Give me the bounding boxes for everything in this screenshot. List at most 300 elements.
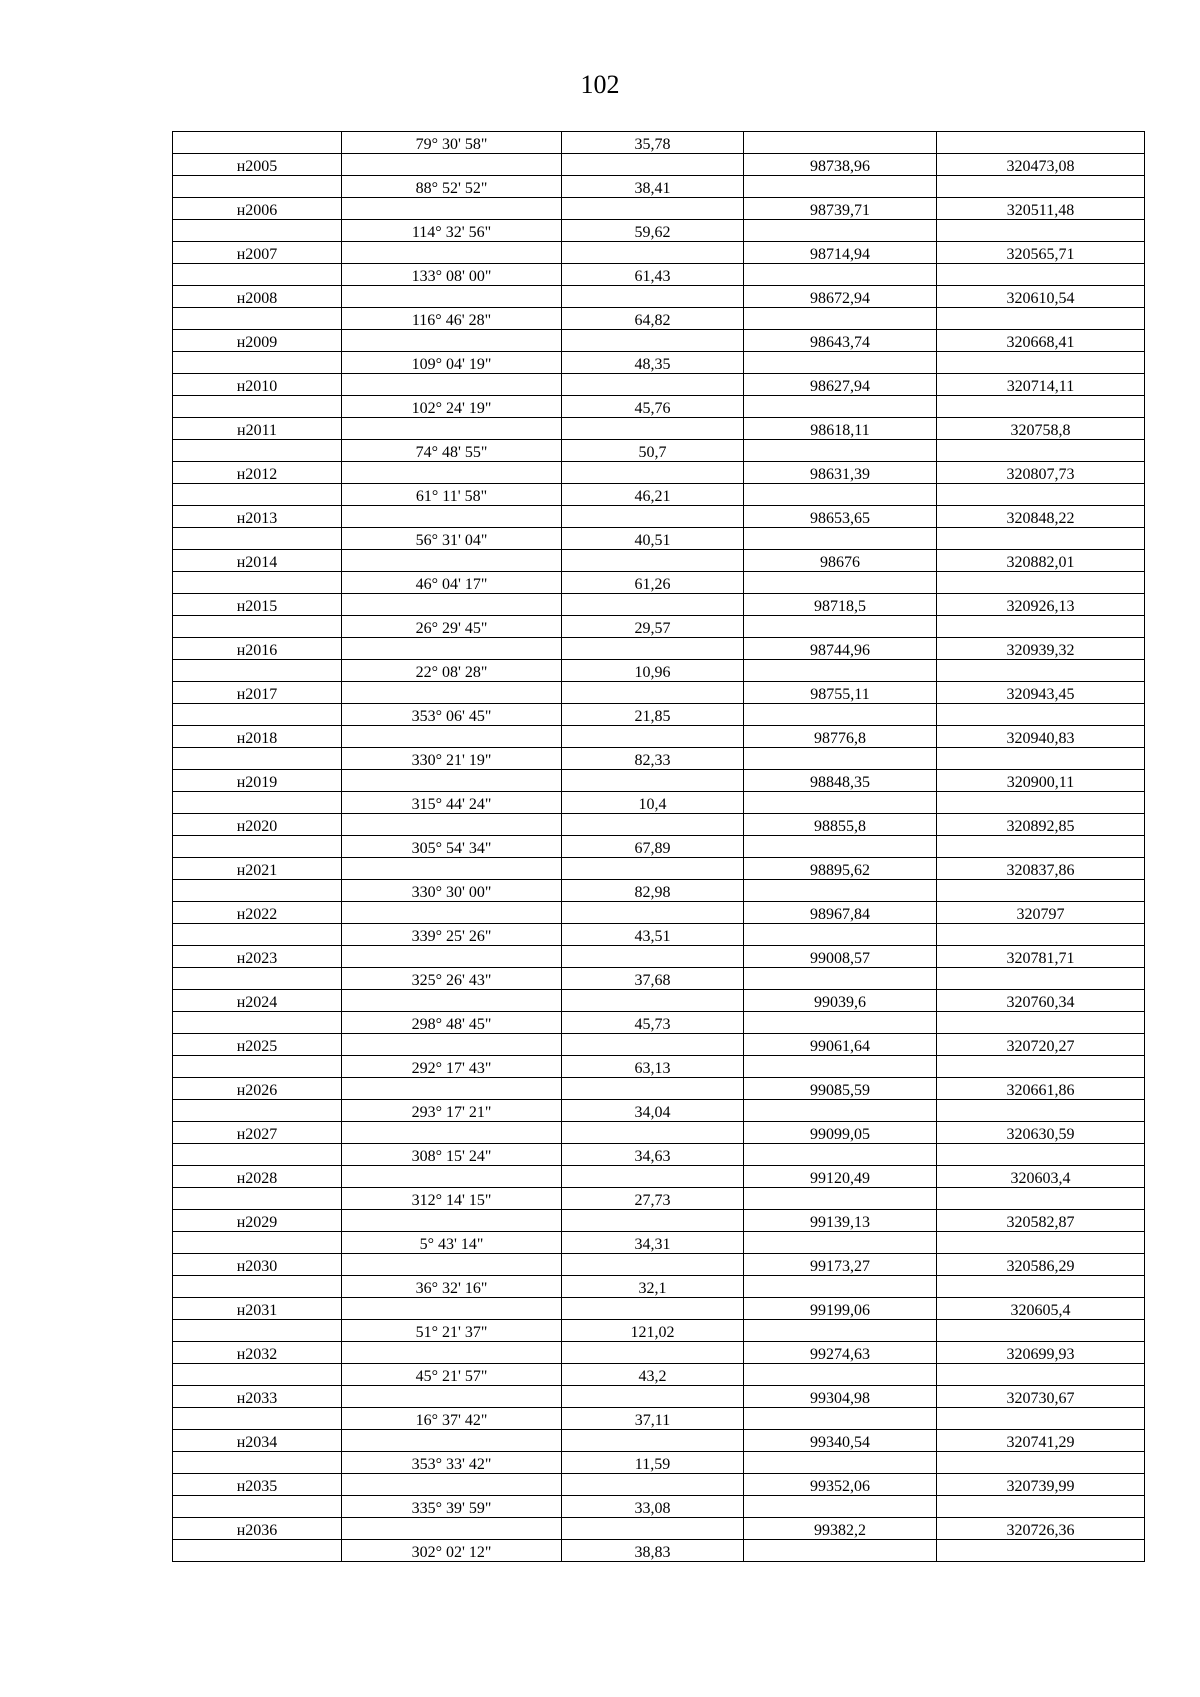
point-name-cell (173, 352, 342, 374)
direction-angle-cell (342, 1254, 562, 1276)
y-coordinate-cell (937, 1364, 1145, 1386)
y-coordinate-cell: 320699,93 (937, 1342, 1145, 1364)
x-coordinate-cell (744, 836, 937, 858)
distance-cell (562, 198, 744, 220)
distance-cell (562, 1210, 744, 1232)
direction-angle-cell: 116° 46' 28" (342, 308, 562, 330)
y-coordinate-cell: 320586,29 (937, 1254, 1145, 1276)
y-coordinate-cell: 320797 (937, 902, 1145, 924)
y-coordinate-cell: 320610,54 (937, 286, 1145, 308)
point-name-cell (173, 176, 342, 198)
point-name-cell (173, 440, 342, 462)
y-coordinate-cell (937, 1056, 1145, 1078)
table-row (173, 1518, 1145, 1540)
direction-angle-cell (342, 726, 562, 748)
point-name-cell (173, 616, 342, 638)
y-coordinate-cell (937, 616, 1145, 638)
table-row (173, 946, 1145, 968)
direction-angle-cell: 74° 48' 55" (342, 440, 562, 462)
point-name-cell (173, 924, 342, 946)
distance-cell: 64,82 (562, 308, 744, 330)
distance-cell (562, 1254, 744, 1276)
direction-angle-cell (342, 682, 562, 704)
point-name-cell (173, 1232, 342, 1254)
x-coordinate-cell: 98618,11 (744, 418, 937, 440)
direction-angle-cell (342, 374, 562, 396)
x-coordinate-cell: 98755,11 (744, 682, 937, 704)
table-row (173, 858, 1145, 880)
direction-angle-cell: 102° 24' 19" (342, 396, 562, 418)
table-row (173, 198, 1145, 220)
distance-cell: 21,85 (562, 704, 744, 726)
point-name-cell: н2024 (173, 990, 342, 1012)
y-coordinate-cell (937, 1452, 1145, 1474)
direction-angle-cell (342, 418, 562, 440)
x-coordinate-cell: 99139,13 (744, 1210, 937, 1232)
table-row (173, 836, 1145, 858)
point-name-cell: н2034 (173, 1430, 342, 1452)
coordinates-table-body (173, 132, 1145, 1562)
table-row (173, 1320, 1145, 1342)
y-coordinate-cell: 320892,85 (937, 814, 1145, 836)
point-name-cell: н2016 (173, 638, 342, 660)
direction-angle-cell: 330° 21' 19" (342, 748, 562, 770)
table-row (173, 1276, 1145, 1298)
x-coordinate-cell (744, 880, 937, 902)
point-name-cell: н2036 (173, 1518, 342, 1540)
direction-angle-cell: 330° 30' 00" (342, 880, 562, 902)
point-name-cell: н2021 (173, 858, 342, 880)
distance-cell: 37,11 (562, 1408, 744, 1430)
direction-angle-cell: 339° 25' 26" (342, 924, 562, 946)
point-name-cell (173, 1452, 342, 1474)
distance-cell (562, 682, 744, 704)
y-coordinate-cell: 320630,59 (937, 1122, 1145, 1144)
direction-angle-cell (342, 990, 562, 1012)
table-row (173, 1122, 1145, 1144)
y-coordinate-cell (937, 1188, 1145, 1210)
x-coordinate-cell: 99352,06 (744, 1474, 937, 1496)
x-coordinate-cell (744, 660, 937, 682)
direction-angle-cell: 353° 06' 45" (342, 704, 562, 726)
distance-cell: 67,89 (562, 836, 744, 858)
point-name-cell (173, 1144, 342, 1166)
y-coordinate-cell: 320939,32 (937, 638, 1145, 660)
table-row (173, 1430, 1145, 1452)
table-row (173, 814, 1145, 836)
table-row (173, 374, 1145, 396)
table-row (173, 1100, 1145, 1122)
y-coordinate-cell: 320807,73 (937, 462, 1145, 484)
y-coordinate-cell: 320511,48 (937, 198, 1145, 220)
x-coordinate-cell: 99340,54 (744, 1430, 937, 1452)
y-coordinate-cell: 320741,29 (937, 1430, 1145, 1452)
table-row (173, 1342, 1145, 1364)
y-coordinate-cell (937, 1408, 1145, 1430)
x-coordinate-cell (744, 484, 937, 506)
distance-cell (562, 1166, 744, 1188)
coordinates-table (172, 131, 1145, 1562)
distance-cell (562, 418, 744, 440)
y-coordinate-cell (937, 1540, 1145, 1562)
point-name-cell (173, 484, 342, 506)
direction-angle-cell: 298° 48' 45" (342, 1012, 562, 1034)
direction-angle-cell (342, 462, 562, 484)
point-name-cell (173, 1364, 342, 1386)
y-coordinate-cell: 320943,45 (937, 682, 1145, 704)
direction-angle-cell (342, 1034, 562, 1056)
y-coordinate-cell (937, 352, 1145, 374)
direction-angle-cell (342, 1342, 562, 1364)
distance-cell: 50,7 (562, 440, 744, 462)
y-coordinate-cell: 320882,01 (937, 550, 1145, 572)
direction-angle-cell (342, 1430, 562, 1452)
table-row (173, 1254, 1145, 1276)
y-coordinate-cell: 320900,11 (937, 770, 1145, 792)
point-name-cell (173, 660, 342, 682)
y-coordinate-cell (937, 968, 1145, 990)
x-coordinate-cell: 98848,35 (744, 770, 937, 792)
direction-angle-cell (342, 1474, 562, 1496)
y-coordinate-cell: 320603,4 (937, 1166, 1145, 1188)
point-name-cell: н2015 (173, 594, 342, 616)
distance-cell (562, 990, 744, 1012)
direction-angle-cell (342, 1386, 562, 1408)
point-name-cell: н2030 (173, 1254, 342, 1276)
y-coordinate-cell (937, 748, 1145, 770)
x-coordinate-cell (744, 1188, 937, 1210)
table-row (173, 1540, 1145, 1562)
y-coordinate-cell (937, 1496, 1145, 1518)
point-name-cell (173, 572, 342, 594)
distance-cell (562, 1078, 744, 1100)
y-coordinate-cell: 320760,34 (937, 990, 1145, 1012)
x-coordinate-cell: 99008,57 (744, 946, 937, 968)
table-row (173, 330, 1145, 352)
table-row (173, 154, 1145, 176)
distance-cell (562, 1034, 744, 1056)
table-row (173, 1210, 1145, 1232)
point-name-cell: н2008 (173, 286, 342, 308)
direction-angle-cell: 79° 30' 58" (342, 132, 562, 154)
y-coordinate-cell: 320714,11 (937, 374, 1145, 396)
direction-angle-cell (342, 1122, 562, 1144)
x-coordinate-cell: 99173,27 (744, 1254, 937, 1276)
y-coordinate-cell (937, 1232, 1145, 1254)
table-row (173, 902, 1145, 924)
x-coordinate-cell: 99039,6 (744, 990, 937, 1012)
y-coordinate-cell: 320661,86 (937, 1078, 1145, 1100)
point-name-cell: н2028 (173, 1166, 342, 1188)
distance-cell: 59,62 (562, 220, 744, 242)
y-coordinate-cell (937, 836, 1145, 858)
direction-angle-cell: 61° 11' 58" (342, 484, 562, 506)
direction-angle-cell: 114° 32' 56" (342, 220, 562, 242)
x-coordinate-cell (744, 1056, 937, 1078)
direction-angle-cell (342, 198, 562, 220)
direction-angle-cell (342, 946, 562, 968)
y-coordinate-cell (937, 308, 1145, 330)
x-coordinate-cell: 99099,05 (744, 1122, 937, 1144)
y-coordinate-cell: 320668,41 (937, 330, 1145, 352)
table-row (173, 1078, 1145, 1100)
table-row (173, 1408, 1145, 1430)
table-row (173, 1144, 1145, 1166)
y-coordinate-cell: 320837,86 (937, 858, 1145, 880)
direction-angle-cell (342, 770, 562, 792)
direction-angle-cell: 36° 32' 16" (342, 1276, 562, 1298)
y-coordinate-cell (937, 132, 1145, 154)
y-coordinate-cell (937, 396, 1145, 418)
x-coordinate-cell (744, 572, 937, 594)
point-name-cell: н2023 (173, 946, 342, 968)
x-coordinate-cell (744, 132, 937, 154)
x-coordinate-cell: 98653,65 (744, 506, 937, 528)
distance-cell (562, 374, 744, 396)
table-row (173, 704, 1145, 726)
table-row (173, 550, 1145, 572)
point-name-cell (173, 748, 342, 770)
x-coordinate-cell (744, 528, 937, 550)
distance-cell: 43,51 (562, 924, 744, 946)
table-row (173, 572, 1145, 594)
distance-cell: 37,68 (562, 968, 744, 990)
x-coordinate-cell: 98739,71 (744, 198, 937, 220)
distance-cell: 61,43 (562, 264, 744, 286)
y-coordinate-cell (937, 176, 1145, 198)
direction-angle-cell: 312° 14' 15" (342, 1188, 562, 1210)
x-coordinate-cell (744, 440, 937, 462)
x-coordinate-cell: 98967,84 (744, 902, 937, 924)
distance-cell: 40,51 (562, 528, 744, 550)
point-name-cell: н2020 (173, 814, 342, 836)
direction-angle-cell: 335° 39' 59" (342, 1496, 562, 1518)
x-coordinate-cell (744, 1496, 937, 1518)
table-row (173, 440, 1145, 462)
direction-angle-cell (342, 506, 562, 528)
distance-cell: 46,21 (562, 484, 744, 506)
distance-cell (562, 594, 744, 616)
x-coordinate-cell (744, 968, 937, 990)
table-row (173, 308, 1145, 330)
distance-cell: 82,33 (562, 748, 744, 770)
distance-cell: 38,41 (562, 176, 744, 198)
y-coordinate-cell (937, 880, 1145, 902)
direction-angle-cell: 302° 02' 12" (342, 1540, 562, 1562)
direction-angle-cell (342, 550, 562, 572)
point-name-cell (173, 132, 342, 154)
y-coordinate-cell: 320940,83 (937, 726, 1145, 748)
point-name-cell (173, 1188, 342, 1210)
point-name-cell (173, 220, 342, 242)
point-name-cell (173, 264, 342, 286)
point-name-cell: н2014 (173, 550, 342, 572)
table-row (173, 1056, 1145, 1078)
direction-angle-cell: 293° 17' 21" (342, 1100, 562, 1122)
direction-angle-cell (342, 594, 562, 616)
y-coordinate-cell (937, 660, 1145, 682)
x-coordinate-cell: 99304,98 (744, 1386, 937, 1408)
table-row (173, 1474, 1145, 1496)
direction-angle-cell (342, 1210, 562, 1232)
distance-cell (562, 1474, 744, 1496)
distance-cell: 45,76 (562, 396, 744, 418)
table-row (173, 242, 1145, 264)
distance-cell: 34,31 (562, 1232, 744, 1254)
distance-cell: 82,98 (562, 880, 744, 902)
direction-angle-cell (342, 1298, 562, 1320)
table-row (173, 924, 1145, 946)
direction-angle-cell (342, 814, 562, 836)
table-row (173, 1188, 1145, 1210)
distance-cell: 38,83 (562, 1540, 744, 1562)
y-coordinate-cell (937, 484, 1145, 506)
point-name-cell: н2025 (173, 1034, 342, 1056)
y-coordinate-cell (937, 572, 1145, 594)
table-row (173, 660, 1145, 682)
point-name-cell (173, 1012, 342, 1034)
table-row (173, 1034, 1145, 1056)
point-name-cell: н2029 (173, 1210, 342, 1232)
y-coordinate-cell: 320605,4 (937, 1298, 1145, 1320)
x-coordinate-cell (744, 616, 937, 638)
x-coordinate-cell (744, 704, 937, 726)
x-coordinate-cell: 99382,2 (744, 1518, 937, 1540)
distance-cell: 35,78 (562, 132, 744, 154)
table-row (173, 484, 1145, 506)
point-name-cell: н2007 (173, 242, 342, 264)
table-row (173, 770, 1145, 792)
y-coordinate-cell: 320582,87 (937, 1210, 1145, 1232)
x-coordinate-cell: 98744,96 (744, 638, 937, 660)
direction-angle-cell: 16° 37' 42" (342, 1408, 562, 1430)
point-name-cell (173, 1408, 342, 1430)
distance-cell: 33,08 (562, 1496, 744, 1518)
table-row (173, 418, 1145, 440)
table-row (173, 264, 1145, 286)
y-coordinate-cell: 320726,36 (937, 1518, 1145, 1540)
y-coordinate-cell: 320739,99 (937, 1474, 1145, 1496)
distance-cell (562, 330, 744, 352)
x-coordinate-cell (744, 1276, 937, 1298)
x-coordinate-cell (744, 1540, 937, 1562)
direction-angle-cell: 109° 04' 19" (342, 352, 562, 374)
direction-angle-cell (342, 154, 562, 176)
distance-cell: 10,96 (562, 660, 744, 682)
distance-cell: 27,73 (562, 1188, 744, 1210)
distance-cell (562, 462, 744, 484)
x-coordinate-cell (744, 1408, 937, 1430)
table-row (173, 1232, 1145, 1254)
x-coordinate-cell: 98895,62 (744, 858, 937, 880)
y-coordinate-cell: 320926,13 (937, 594, 1145, 616)
x-coordinate-cell (744, 308, 937, 330)
y-coordinate-cell (937, 1100, 1145, 1122)
table-row (173, 286, 1145, 308)
y-coordinate-cell (937, 924, 1145, 946)
point-name-cell (173, 704, 342, 726)
table-row (173, 726, 1145, 748)
direction-angle-cell: 56° 31' 04" (342, 528, 562, 550)
distance-cell: 32,1 (562, 1276, 744, 1298)
point-name-cell: н2017 (173, 682, 342, 704)
y-coordinate-cell: 320720,27 (937, 1034, 1145, 1056)
distance-cell (562, 1386, 744, 1408)
table-row (173, 352, 1145, 374)
point-name-cell (173, 880, 342, 902)
x-coordinate-cell: 98855,8 (744, 814, 937, 836)
direction-angle-cell (342, 902, 562, 924)
table-row (173, 132, 1145, 154)
x-coordinate-cell: 98676 (744, 550, 937, 572)
direction-angle-cell: 88° 52' 52" (342, 176, 562, 198)
point-name-cell: н2009 (173, 330, 342, 352)
table-row (173, 176, 1145, 198)
table-row (173, 1012, 1145, 1034)
x-coordinate-cell: 98776,8 (744, 726, 937, 748)
y-coordinate-cell (937, 1320, 1145, 1342)
point-name-cell (173, 528, 342, 550)
point-name-cell: н2033 (173, 1386, 342, 1408)
direction-angle-cell: 22° 08' 28" (342, 660, 562, 682)
direction-angle-cell: 133° 08' 00" (342, 264, 562, 286)
table-row (173, 638, 1145, 660)
distance-cell (562, 726, 744, 748)
table-row (173, 1496, 1145, 1518)
point-name-cell: н2005 (173, 154, 342, 176)
x-coordinate-cell (744, 748, 937, 770)
direction-angle-cell: 5° 43' 14" (342, 1232, 562, 1254)
y-coordinate-cell (937, 220, 1145, 242)
direction-angle-cell: 353° 33' 42" (342, 1452, 562, 1474)
x-coordinate-cell (744, 396, 937, 418)
direction-angle-cell (342, 286, 562, 308)
point-name-cell (173, 1320, 342, 1342)
x-coordinate-cell (744, 1364, 937, 1386)
x-coordinate-cell (744, 924, 937, 946)
x-coordinate-cell (744, 1232, 937, 1254)
x-coordinate-cell (744, 176, 937, 198)
point-name-cell (173, 1100, 342, 1122)
x-coordinate-cell: 98643,74 (744, 330, 937, 352)
y-coordinate-cell: 320730,67 (937, 1386, 1145, 1408)
point-name-cell: н2010 (173, 374, 342, 396)
x-coordinate-cell (744, 1012, 937, 1034)
distance-cell: 34,63 (562, 1144, 744, 1166)
direction-angle-cell: 46° 04' 17" (342, 572, 562, 594)
distance-cell (562, 638, 744, 660)
x-coordinate-cell: 99120,49 (744, 1166, 937, 1188)
x-coordinate-cell: 99199,06 (744, 1298, 937, 1320)
distance-cell: 11,59 (562, 1452, 744, 1474)
distance-cell (562, 1518, 744, 1540)
direction-angle-cell: 305° 54' 34" (342, 836, 562, 858)
point-name-cell: н2018 (173, 726, 342, 748)
point-name-cell: н2035 (173, 1474, 342, 1496)
direction-angle-cell: 315° 44' 24" (342, 792, 562, 814)
distance-cell (562, 1298, 744, 1320)
x-coordinate-cell (744, 1320, 937, 1342)
distance-cell (562, 858, 744, 880)
y-coordinate-cell (937, 264, 1145, 286)
x-coordinate-cell (744, 1144, 937, 1166)
point-name-cell: н2031 (173, 1298, 342, 1320)
distance-cell: 43,2 (562, 1364, 744, 1386)
point-name-cell: н2006 (173, 198, 342, 220)
table-row (173, 792, 1145, 814)
point-name-cell (173, 1540, 342, 1562)
point-name-cell: н2011 (173, 418, 342, 440)
